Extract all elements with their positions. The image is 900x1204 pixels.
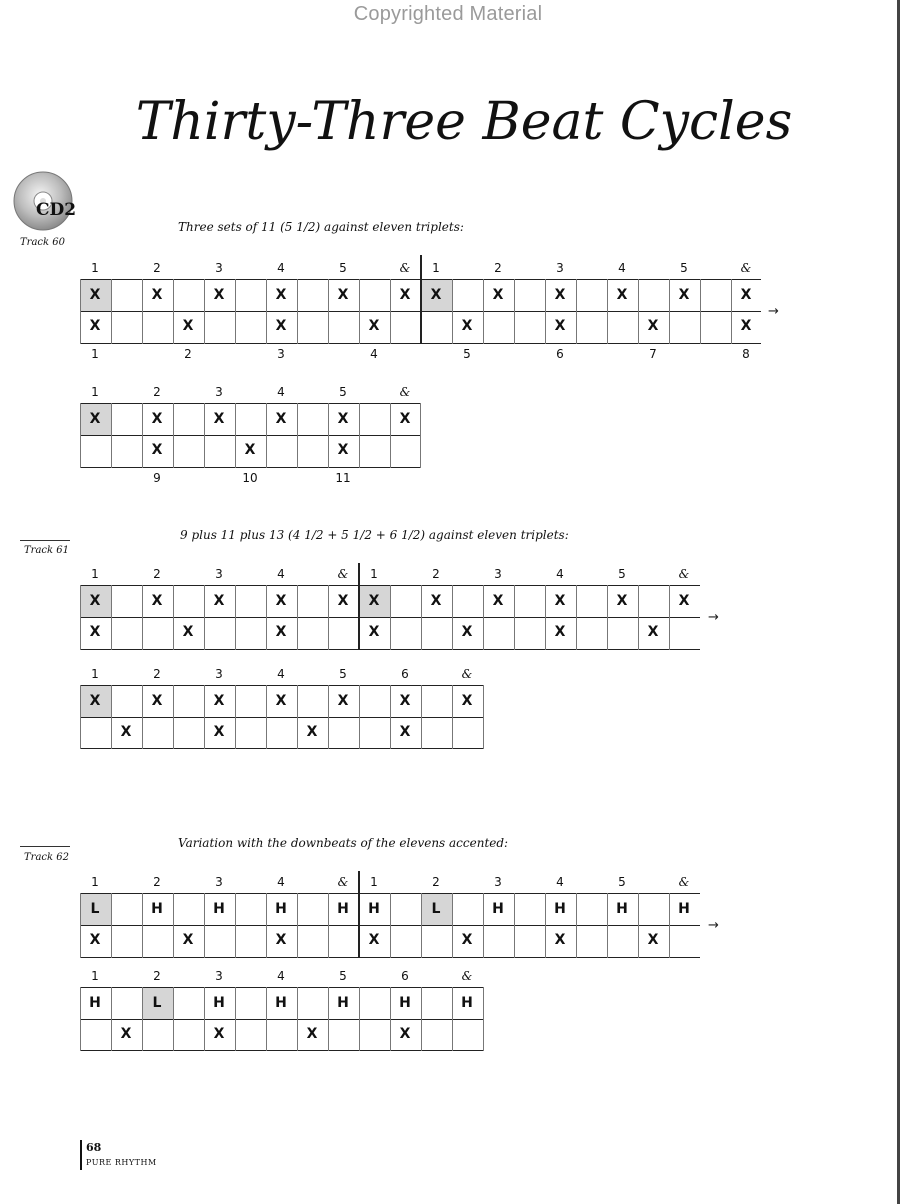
beat-label: 6 — [401, 969, 409, 983]
beat-label: 5 — [618, 875, 626, 889]
hit-mark: X — [616, 593, 628, 609]
beat-label-and: & — [399, 385, 411, 399]
high-mark: H — [89, 995, 101, 1011]
track-label: Track 60 — [20, 237, 65, 248]
beat-label-and: & — [678, 567, 690, 581]
hit-mark: X — [213, 287, 225, 303]
grid-line — [80, 987, 484, 988]
hit-mark: X — [337, 287, 349, 303]
grid-line — [638, 893, 639, 958]
hit-mark: X — [213, 1026, 225, 1042]
hit-mark: X — [678, 287, 690, 303]
hit-mark: X — [213, 693, 225, 709]
triplet-label: 9 — [153, 471, 161, 485]
beat-label: 4 — [277, 261, 285, 275]
grid-line — [514, 585, 515, 650]
hit-mark: X — [461, 693, 473, 709]
high-mark: H — [492, 901, 504, 917]
hit-mark: X — [213, 593, 225, 609]
hit-mark: X — [647, 932, 659, 948]
beat-label: 1 — [91, 567, 99, 581]
track-label: Track 62 — [24, 852, 69, 863]
triplet-label: 4 — [370, 347, 378, 361]
beat-label-and: & — [337, 567, 349, 581]
hit-mark: X — [89, 411, 101, 427]
hit-mark: X — [337, 693, 349, 709]
beat-label: 5 — [680, 261, 688, 275]
high-mark: H — [554, 901, 566, 917]
hit-mark: X — [275, 693, 287, 709]
grid-line — [235, 585, 236, 650]
grid-line — [359, 685, 360, 749]
grid-line — [359, 403, 360, 468]
section-caption: Three sets of 11 (5 1/2) against eleven triplets: — [178, 220, 464, 234]
grid-line — [452, 585, 453, 650]
beat-label-and: & — [337, 875, 349, 889]
hit-mark: X — [151, 287, 163, 303]
hit-mark: X — [89, 932, 101, 948]
triplet-label: 5 — [463, 347, 471, 361]
beat-label: 1 — [91, 667, 99, 681]
beat-label: 2 — [153, 875, 161, 889]
high-mark: H — [461, 995, 473, 1011]
hit-mark: X — [337, 411, 349, 427]
hit-mark: X — [89, 287, 101, 303]
hit-mark: X — [151, 411, 163, 427]
beat-label: 5 — [339, 261, 347, 275]
hit-mark: X — [275, 318, 287, 334]
hit-mark: X — [275, 287, 287, 303]
hit-mark: X — [554, 593, 566, 609]
grid-line — [173, 685, 174, 749]
beat-label: 3 — [494, 875, 502, 889]
hit-mark: X — [399, 724, 411, 740]
triplet-label: 10 — [242, 471, 258, 485]
beat-label-and: & — [740, 261, 752, 275]
beat-label: 1 — [370, 567, 378, 581]
beat-label: 1 — [432, 261, 440, 275]
grid-line — [111, 893, 112, 958]
hit-mark: X — [151, 593, 163, 609]
hit-mark: X — [740, 318, 752, 334]
hit-mark: X — [461, 624, 473, 640]
beat-label: 3 — [556, 261, 564, 275]
grid-line — [359, 279, 360, 344]
beat-label: 2 — [432, 875, 440, 889]
beat-label-and: & — [461, 667, 473, 681]
grid-line — [452, 279, 453, 344]
triplet-label: 11 — [335, 471, 351, 485]
beat-label: 4 — [277, 385, 285, 399]
hit-mark: X — [740, 287, 752, 303]
hit-mark: X — [306, 724, 318, 740]
triplet-label: 2 — [184, 347, 192, 361]
hit-mark: X — [275, 411, 287, 427]
continue-arrow: → — [708, 918, 719, 933]
grid-line — [576, 279, 577, 344]
grid-line — [235, 685, 236, 749]
beat-label: 2 — [153, 667, 161, 681]
beat-label-and: & — [399, 261, 411, 275]
hit-mark: X — [151, 442, 163, 458]
grid-line — [80, 467, 421, 468]
beat-label: 5 — [339, 667, 347, 681]
hit-mark: X — [89, 593, 101, 609]
high-mark: H — [337, 995, 349, 1011]
low-mark: L — [431, 901, 441, 917]
beat-label: 2 — [153, 385, 161, 399]
high-mark: H — [275, 901, 287, 917]
hit-mark: X — [554, 932, 566, 948]
hit-mark: X — [647, 624, 659, 640]
beat-label: 1 — [370, 875, 378, 889]
hit-mark: X — [182, 624, 194, 640]
grid-line — [638, 279, 639, 344]
grid-line — [390, 585, 391, 650]
hit-mark: X — [647, 318, 659, 334]
grid-line — [297, 585, 298, 650]
triplet-label: 8 — [742, 347, 750, 361]
hit-mark: X — [275, 624, 287, 640]
hit-mark: X — [89, 318, 101, 334]
low-mark: L — [152, 995, 162, 1011]
beat-label: 3 — [215, 385, 223, 399]
hit-mark: X — [399, 1026, 411, 1042]
beat-label: 3 — [215, 261, 223, 275]
hit-mark: X — [275, 593, 287, 609]
hit-mark: X — [492, 593, 504, 609]
beat-label: 2 — [494, 261, 502, 275]
hit-mark: X — [275, 932, 287, 948]
hit-mark: X — [399, 411, 411, 427]
hit-mark: X — [461, 932, 473, 948]
track-label: Track 61 — [24, 545, 69, 556]
page-number: 68 — [86, 1141, 102, 1154]
grid-line — [421, 987, 422, 1051]
hit-mark: X — [182, 932, 194, 948]
grid-line — [483, 685, 484, 749]
hit-mark: X — [306, 1026, 318, 1042]
hit-mark: X — [89, 624, 101, 640]
hit-mark: X — [213, 411, 225, 427]
beat-label: 2 — [153, 261, 161, 275]
grid-line — [700, 279, 701, 344]
beat-label: 4 — [277, 969, 285, 983]
hit-mark: X — [120, 724, 132, 740]
beat-label: 5 — [339, 969, 347, 983]
grid-line — [111, 403, 112, 468]
hit-mark: X — [399, 693, 411, 709]
high-mark: H — [151, 901, 163, 917]
beat-label-and: & — [461, 969, 473, 983]
grid-line — [514, 893, 515, 958]
beat-label: 3 — [215, 667, 223, 681]
hit-mark: X — [182, 318, 194, 334]
beat-label: 1 — [91, 261, 99, 275]
beat-label: 3 — [215, 875, 223, 889]
hit-mark: X — [368, 593, 380, 609]
high-mark: H — [275, 995, 287, 1011]
beat-label-and: & — [678, 875, 690, 889]
grid-line — [421, 685, 422, 749]
grid-line — [173, 403, 174, 468]
grid-line — [576, 585, 577, 650]
grid-line — [173, 987, 174, 1051]
beat-label: 3 — [215, 969, 223, 983]
hit-mark: X — [616, 287, 628, 303]
continue-arrow: → — [768, 304, 779, 319]
grid-line — [111, 279, 112, 344]
grid-line — [80, 685, 484, 686]
grid-line — [173, 585, 174, 650]
beat-label: 1 — [91, 385, 99, 399]
beat-label: 4 — [556, 567, 564, 581]
high-mark: H — [368, 901, 380, 917]
hit-mark: X — [554, 287, 566, 303]
hit-mark: X — [430, 593, 442, 609]
cd-label: CD2 — [36, 200, 77, 220]
high-mark: H — [616, 901, 628, 917]
hit-mark: X — [151, 693, 163, 709]
grid-line — [359, 987, 360, 1051]
track-rule — [20, 540, 70, 541]
high-mark: H — [399, 995, 411, 1011]
grid-line — [483, 987, 484, 1051]
triplet-label: 1 — [91, 347, 99, 361]
beat-label: 2 — [153, 567, 161, 581]
hit-mark: X — [554, 318, 566, 334]
hit-mark: X — [461, 318, 473, 334]
high-mark: H — [337, 901, 349, 917]
grid-line — [173, 893, 174, 958]
low-mark: L — [90, 901, 100, 917]
grid-line — [80, 1019, 484, 1020]
hit-mark: X — [120, 1026, 132, 1042]
beat-label: 4 — [277, 667, 285, 681]
beat-label: 1 — [91, 969, 99, 983]
footer-book-title: PURE RHYTHM — [86, 1158, 157, 1167]
grid-line — [297, 403, 298, 468]
hit-mark: X — [244, 442, 256, 458]
hit-mark: X — [89, 693, 101, 709]
copyright-watermark: Copyrighted Material — [353, 3, 543, 25]
grid-line — [80, 435, 421, 436]
hit-mark: X — [368, 624, 380, 640]
grid-line — [390, 893, 391, 958]
grid-line — [452, 893, 453, 958]
hit-mark: X — [678, 593, 690, 609]
page-title: Thirty-Three Beat Cycles — [135, 92, 793, 152]
beat-label: 4 — [277, 875, 285, 889]
triplet-label: 3 — [277, 347, 285, 361]
track-rule — [20, 846, 70, 847]
grid-line — [80, 1050, 484, 1051]
grid-line — [80, 403, 421, 404]
beat-label: 1 — [91, 875, 99, 889]
continue-arrow: → — [708, 610, 719, 625]
triplet-label: 7 — [649, 347, 657, 361]
hit-mark: X — [399, 287, 411, 303]
hit-mark: X — [368, 318, 380, 334]
beat-label: 3 — [494, 567, 502, 581]
grid-line — [638, 585, 639, 650]
beat-label: 4 — [277, 567, 285, 581]
grid-line — [111, 585, 112, 650]
beat-label: 6 — [401, 667, 409, 681]
beat-label: 2 — [432, 567, 440, 581]
hit-mark: X — [213, 724, 225, 740]
grid-line — [514, 279, 515, 344]
grid-line — [235, 987, 236, 1051]
grid-line — [576, 893, 577, 958]
beat-label: 5 — [618, 567, 626, 581]
grid-line — [420, 403, 421, 468]
high-mark: H — [678, 901, 690, 917]
hit-mark: X — [492, 287, 504, 303]
grid-line — [80, 717, 484, 718]
high-mark: H — [213, 901, 225, 917]
high-mark: H — [213, 995, 225, 1011]
hit-mark: X — [368, 932, 380, 948]
hit-mark: X — [554, 624, 566, 640]
grid-line — [297, 279, 298, 344]
footer-rule — [80, 1140, 82, 1170]
grid-line — [80, 748, 484, 749]
triplet-label: 6 — [556, 347, 564, 361]
grid-line — [173, 279, 174, 344]
grid-line — [235, 279, 236, 344]
section-caption: 9 plus 11 plus 13 (4 1/2 + 5 1/2 + 6 1/2) against eleven triplets: — [180, 528, 569, 542]
grid-line — [235, 893, 236, 958]
beat-label: 4 — [556, 875, 564, 889]
hit-mark: X — [337, 442, 349, 458]
beat-label: 4 — [618, 261, 626, 275]
grid-line — [235, 403, 236, 468]
hit-mark: X — [430, 287, 442, 303]
grid-line — [297, 893, 298, 958]
beat-label: 2 — [153, 969, 161, 983]
beat-label: 3 — [215, 567, 223, 581]
beat-label: 5 — [339, 385, 347, 399]
section-caption: Variation with the downbeats of the elevens accented: — [178, 836, 509, 850]
hit-mark: X — [337, 593, 349, 609]
